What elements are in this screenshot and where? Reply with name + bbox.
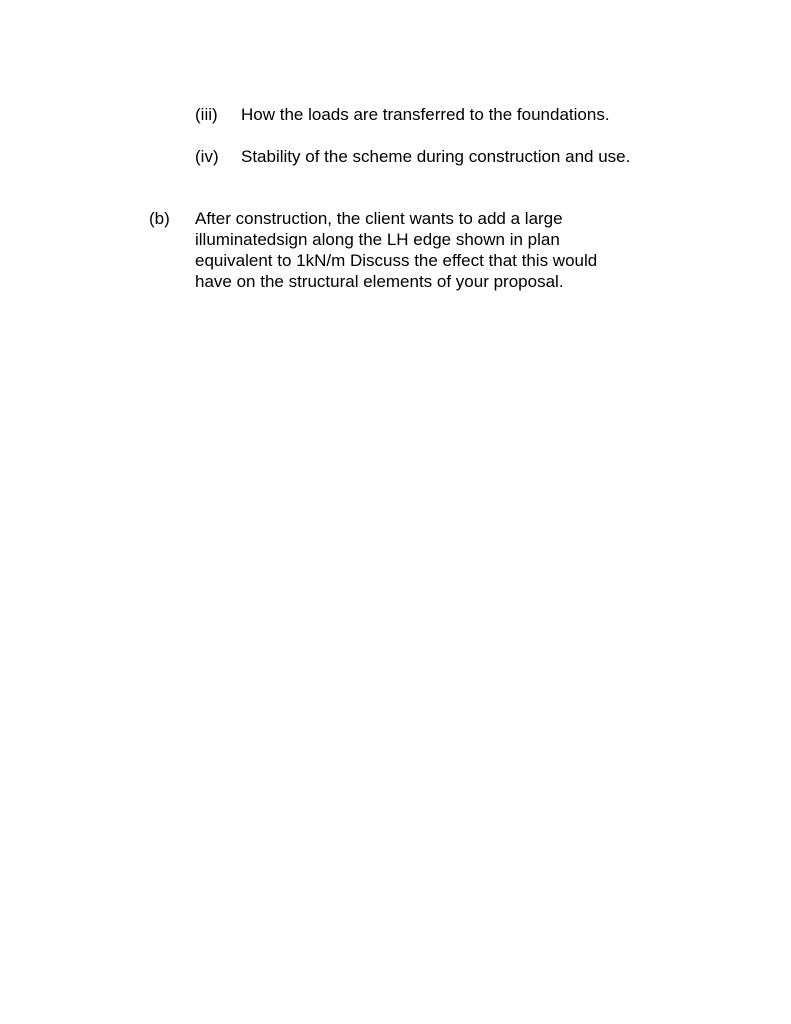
question-line: equivalent to 1kN/m Discuss the effect that this would	[195, 251, 598, 270]
list-item-text: Stability of the scheme during construction and use.	[241, 147, 631, 166]
list-item-text: How the loads are transferred to the foundations.	[241, 105, 610, 124]
question-part-b	[149, 208, 709, 296]
list-marker: (iii)	[195, 105, 218, 124]
question-line: After construction, the client wants to add a large	[195, 209, 563, 228]
list-marker: (iv)	[195, 147, 219, 166]
question-line: illuminatedsign along the LH edge shown in plan	[195, 230, 560, 249]
list-item-iii	[195, 104, 715, 126]
question-text	[195, 208, 655, 292]
list-item-iv	[195, 146, 715, 168]
question-marker: (b)	[149, 209, 170, 228]
question-line: have on the structural elements of your proposal.	[195, 272, 564, 291]
